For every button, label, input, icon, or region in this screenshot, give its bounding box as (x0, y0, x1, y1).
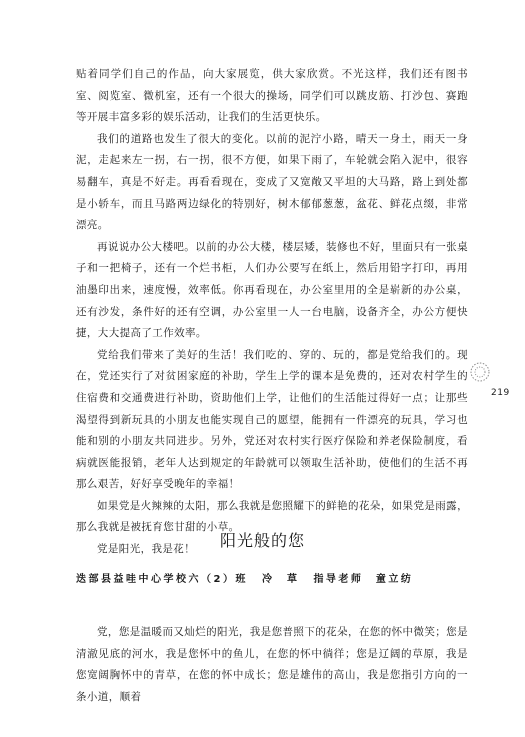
article-paragraph: 党，您是温暖而又灿烂的阳光，我是您普照下的花朵，在您的怀中微笑；您是清澈见底的河水，我是您怀中的鱼儿，在您的怀中徜徉；您是辽阔的草原，我是您宽阔胸怀中的青草，在您的怀中成长；您是雄伟的高山，我是您指引方向的一条小道，顺着 (76, 626, 468, 703)
page-number: 219 (491, 388, 510, 398)
article-title: 阳光般的您 (219, 531, 305, 550)
school-class: 迭部县益哇中心学校六（2）班 (76, 574, 248, 585)
main-text (76, 64, 468, 561)
paragraph-5: 如果党是火辣辣的太阳，那么我就是您照耀下的鲜艳的花朵，如果党是雨露，那么我就是被抚育您甘甜的小草。 (76, 499, 468, 534)
paragraph-3: 再说说办公大楼吧。以前的办公大楼，楼层矮，装修也不好，里面只有一张桌子和一把椅子，还有一个烂书柜，人们办公要写在纸上，然后用铅字打印，再用油墨印出来，速度慢，效率低。你再看现在，办公室里用的全是崭新的办公桌，还有沙发，条件好的还有空调，办公室里一人一台电脑，设备齐全，办公方便快捷，大大提高了工作效率。 (76, 240, 468, 340)
paragraph-6: 党是阳光，我是花！ (97, 543, 196, 556)
paragraph-4: 党给我们带来了美好的生活！我们吃的、穿的、玩的，都是党给我们的。现在，党还实行了对贫困家庭的补助，学生上学的课本是免费的，还对农村学生的住宿费和交通费进行补助，资助他们上学，让他们的生活能过得好一点；让那些渴望得到新玩具的小朋友也能实现自己的愿望，能拥有一件漂亮的玩具，学习也能和别的小朋友共同进步。另外，党还对农村实行医疗保险和养老保险制度，看病就医能报销，老年人达到规定的年龄就可以领取生活补助，使他们的生活不再那么艰苦，好好享受晚年的幸福！ (76, 348, 468, 491)
article-byline (76, 570, 496, 585)
advisor-name: 指导老师 童立纺 (313, 574, 414, 585)
author-name: 冷 草 (261, 574, 300, 585)
page-ornament-icon (466, 362, 520, 410)
article-text (76, 622, 468, 708)
paragraph-1: 贴着同学们自己的作品，向大家展览，供大家欣赏。不光这样，我们还有图书室、阅览室、微机室，还有一个很大的操场，同学们可以跳皮筋、打沙包、赛跑等开展丰富多彩的娱乐活动，让我们的生活更快乐。 (76, 68, 468, 124)
paragraph-2: 我们的道路也发生了很大的变化。以前的泥泞小路，晴天一身土，雨天一身泥，走起来左一拐，右一拐，很不方便，如果下雨了，车轮就会陷入泥中，很容易翻车，真是不好走。再看看现在，变成了又宽敞又平坦的大马路，路上到处都是小轿车，而且马路两边绿化的特别好，树木郁郁葱葱，盆花、鲜花点缀，非常漂亮。 (76, 132, 468, 232)
